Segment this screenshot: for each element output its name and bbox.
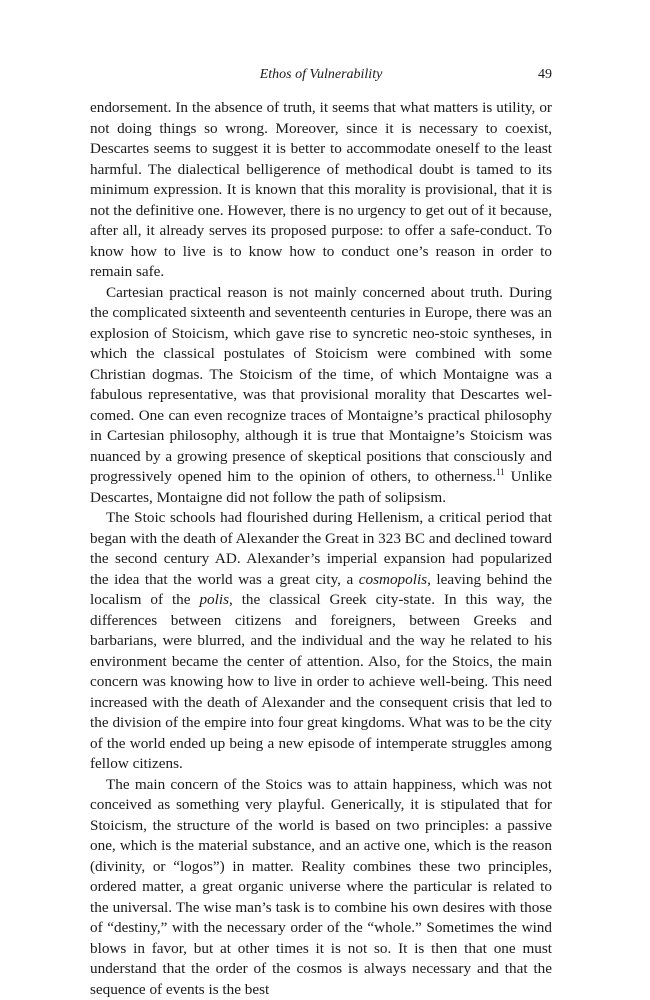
paragraph-2-text: Cartesian practical reason is not mainly concerned about truth. During the complicated sixteenth and seventeenth centuries in Europe, there was an explosion of Stoicism, which gave rise to syncretic neo-stoic syntheses, in which the classical postulates of Stoicism were combined with some Christian dogmas. The Stoicism of the time, of which Montaigne was a fabulous representative, was that provisional morality that Descartes welcomed. One can even recognize traces of Montaigne’s practical philosophy in Cartesian philosophy, although it is true that Montaigne’s Stoicism was nuanced by a growing presence of skeptical positions that consciously and progressively opened him to the opinion of others, to otherness. [90,284,552,486]
running-head [90,67,552,87]
italic-term-polis: polis [199,591,229,608]
paragraph-3 [90,508,552,775]
running-title: Ethos of Vulnerability [90,67,552,83]
paragraph-3-text-c: , the classical Greek city-state. In this way, the differences between citizens and foreigners, between Greeks and barbarians, were blurred, and the individual and the way he related to his environment became the center of attention. Also, for the Stoics, the main concern was knowing how to live in order to achieve well-being. This need increased with the death of Alexander and the consequent crisis that led to the division of the empire into four great kingdoms. What was to be the city of the world ended up being a new episode of intemperate struggles among fellow citizens. [90,591,552,772]
paragraph-4: The main concern of the Stoics was to attain happiness, which was not conceived as something very playful. Generically, it is stipulated that for Stoicism, the structure of the world is based on two principles: a passive one, which is the material substance, and an active one, which is the reason (divinity, or “logos”) in matter. Reality combines these two principles, ordered matter, a great organic universe where the particular is related to the universal. The wise man’s task is to combine his own desires with those of “destiny,” with the necessary order of the “whole.” Sometimes the wind blows in favor, but at other times it is not so. It is then that one must understand that the order of the cosmos is always necessary and that the sequence of events is the best [90,775,552,1000]
page-number: 49 [538,67,552,83]
paragraph-2-text-end: Unlike Descartes, Montaigne did not follow the path of solipsism. [90,468,552,506]
body-text [90,98,552,1000]
italic-term-cosmopolis: cosmopolis [359,571,427,588]
paragraph-3-text-b: , leaving behind the localism of the [90,571,552,609]
paragraph-1: endorsement. In the absence of truth, it seems that what matters is utility, or not doing things so wrong. Moreover, since it is necessary to coexist, Descartes seems to suggest it is better to accommodate oneself to the least harmful. The dialectical belligerence of methodical doubt is tamed to its minimum expression. It is known that this morality is provisional, that it is not the definitive one. However, there is no urgency to get out of it because, after all, it already serves its proposed purpose: to offer a safe-conduct. To know how to live is to know how to conduct one’s reason in order to remain safe. [90,98,552,283]
paragraph-3-text-a: The Stoic schools had flourished during Hellenism, a critical period that began with the death of Alexander the Great in 323 BC and declined toward the second century AD. Alexander’s imperial expansion had popularized the idea that the world was a great city, a [90,509,552,588]
paragraph-2 [90,283,552,509]
footnote-reference: 11 [496,467,505,477]
